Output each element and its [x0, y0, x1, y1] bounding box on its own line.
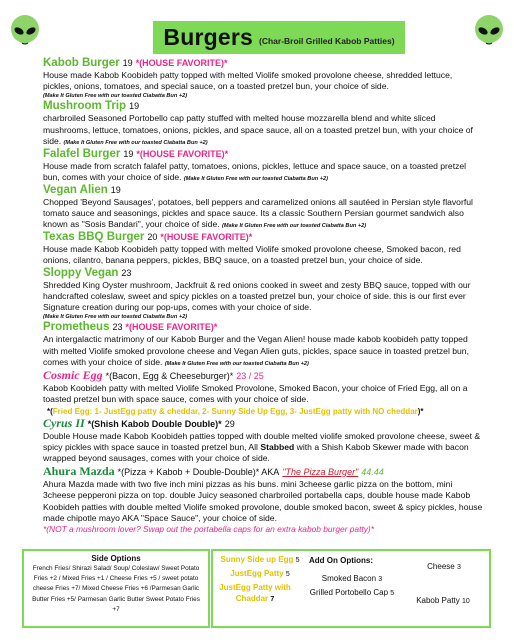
item-description: Chopped 'Beyond Sausages', potatoes, bell peppers and caramelized onions all sautéed in Persian style flavorful tomato sauce and seasonings, pickles and space sauce. Its a classic Southern Persian gourmet sandwich also known as "Sosis Bandari", your choice of side. — [43, 196, 473, 230]
item-tag: *(Pizza + Kabob + Double-Double)* AKA — [117, 466, 280, 477]
page-title: Burgers — [163, 24, 254, 50]
add-on-kabob-patty: Kabob Patty 10 — [416, 596, 470, 605]
item-price: 23 / 25 — [236, 370, 264, 381]
item-name: Vegan Alien — [43, 183, 108, 196]
item-name: Kabob Burger — [43, 57, 120, 69]
item-price: 44.44 — [361, 466, 384, 477]
list-item — [43, 369, 483, 417]
item-description: Double House made Kabob Koobideh patties topped with double melted violife smoked provolone cheese, sweet & spicy pickles with space sauce in toasted pretzel bun, All Stabbed with a Shish Kabob Skewer made with bacon wrapped beyond sausages, comes with your choice of side. — [43, 430, 481, 464]
list-item — [43, 267, 483, 322]
item-description: An intergalactic matrimony of our Kabob Burger and the Vegan Alien! house made kabob koobideh patty topped with melted Violife smoked provolone cheese and Vegan Alien guts, pickles, space sauce in toasted pretzel bun, comes with your choice of side. — [43, 334, 469, 368]
stabbed-emphasis: Stabbed — [260, 441, 295, 452]
alien-head-icon — [10, 14, 40, 52]
burger-list — [43, 57, 483, 535]
item-note: (Make It Gluten Free with our toasted Ciabatta Bun +2) — [43, 92, 188, 99]
add-on-title: Add On Options: — [309, 556, 373, 565]
add-on-cheese: Cheese 3 — [427, 562, 461, 571]
item-price: 19 — [123, 148, 134, 159]
item-tag: *(HOUSE FAVORITE)* — [135, 58, 228, 68]
item-description: House made from scratch falafel patty, tomatoes, onions, pickles, lettuce and space sauce, on a toasted pretzel bun, comes with your choice of side. — [43, 160, 467, 183]
item-description: charbroiled Seasoned Portobello cap patty stuffed with melted house mozzarella blend and white sliced mushrooms, lettuce, tomatoes, onions, pickles, and space sauce, all on a toasted pretzel bun, with your choice of side. — [43, 113, 473, 147]
page-title-banner — [153, 21, 405, 54]
list-item — [43, 417, 483, 465]
item-note: (Make It Gluten Free with our toasted Ciabatta Bun +2) — [63, 140, 208, 147]
item-name: Prometheus — [43, 321, 110, 334]
item-tag: *(HOUSE FAVORITE)* — [136, 148, 229, 159]
item-description: House made Kabob Koobideh patty topped with melted Violife smoked provolone cheese, Smoked bacon, red onions, cilantro, banana peppers, pickles, BBQ sauce, on a toasted pretzel bun, your choice of side. — [43, 243, 461, 266]
item-note: (Make It Gluten Free with our toasted Ciabatta Bun +2) — [164, 361, 309, 368]
side-options-title: Side Options — [91, 554, 141, 563]
list-item — [43, 148, 483, 184]
item-price: 29 — [224, 418, 235, 429]
item-name: Sloppy Vegan — [43, 266, 119, 279]
add-on-box — [211, 549, 491, 628]
item-tag: *(Bacon, Egg & Cheeseburger)* — [105, 370, 234, 381]
item-price: 23 — [112, 322, 123, 333]
item-name: Ahura Mazda — [43, 463, 115, 478]
list-item — [43, 465, 483, 536]
list-item — [43, 100, 483, 147]
item-note: (Make It Gluten Free with our toasted Ciabatta Bun +2) — [43, 313, 188, 320]
item-price: 19 — [122, 58, 133, 68]
item-description: Shredded King Oyster mushroom, Jackfruit & red onions cooked in sweet and zesty BBQ sauce, topped with our handcrafted coleslaw, sweet and spicy pickles on a toasted pretzel bun, your choice of side. this is our first ever Signature creation during our pop-ups, comes with your choice of side. — [43, 279, 471, 313]
item-tag: *(HOUSE FAVORITE)* — [160, 231, 253, 242]
add-on-portobello: Grilled Portobello Cap 5 — [309, 588, 395, 597]
item-description: Ahura Mazda made with two five inch mini pizzas as his buns. mini 3cheese garlic pizza on the bottom, mini 3cheese pepperoni pizza on top. double Juicy seasoned charbroiled portabella caps, double house made Kabob Koobideh patties with double melted Violife smoked provolone, double smoked bacon, sweet & spicy pickles, house made chipotle mayo AKA "Space Sauce", your choice of side. — [43, 478, 483, 523]
item-description: House made Kabob Koobideh patty topped with melted Violife smoked provolone cheese, shredded lettuce, pickles, onions, tomatoes, and special sauce, on a toasted pretzel bun, your choice of side. — [43, 70, 453, 92]
alien-head-icon — [474, 14, 504, 52]
item-name: Texas BBQ Burger — [43, 230, 145, 243]
side-options-list: French Fries/ Shirazi Salad/ Soup/ Coleslaw/ Sweet Potato Fries +2 / Mixed Fries +1 / Cheese Fries +5 / sweet potato cheese Fries +7/ Mixed Cheese Fries +6 /Parmesan Garlic Butter Fries +5/ Parmesan Garlic Butter Sweet Potato Fries +7 — [32, 565, 200, 613]
item-price: 19 — [110, 184, 121, 195]
item-note: (Make It Gluten Free with our toasted Ciabatta Bun +2) — [183, 176, 328, 183]
egg-options: *(Fried Egg: 1- JustEgg patty & cheddar, 2- Sunny Side Up Egg, 3- JustEgg patty with NO cheddar)* — [47, 406, 424, 416]
add-on-justegg: JustEgg Patty 5 — [230, 569, 290, 578]
item-price: 23 — [121, 267, 132, 278]
side-options-box — [22, 549, 210, 628]
item-name: Cosmic Egg — [43, 367, 103, 382]
list-item — [43, 184, 483, 231]
item-name: Falafel Burger — [43, 147, 121, 160]
item-tag: *(HOUSE FAVORITE)* — [125, 322, 218, 333]
item-tag-aka: "The Pizza Burger" — [282, 466, 359, 477]
list-item — [43, 57, 483, 100]
item-name: Mushroom Trip — [43, 100, 127, 113]
item-description: Kabob Koobideh patty with melted Violife Smoked Provolone, Smoked Bacon, your choice of Fried Egg, all on a toasted pretzel bun with space sauce, comes with your choice of side. — [43, 382, 468, 405]
swap-note: *(NOT a mushroom lover? Swap out the portabella caps for an extra kabob burger patty)* — [43, 524, 374, 535]
add-on-justegg-cheddar: JustEgg Patty with Chaddar 7 — [219, 583, 291, 603]
add-on-bacon: Smoked Bacon 3 — [321, 574, 383, 583]
item-tag: *(Shish Kabob Double Double)* — [87, 418, 222, 429]
item-name: Cyrus II — [43, 415, 85, 430]
page-subtitle: (Char-Broil Grilled Kabob Patties) — [259, 35, 395, 46]
item-price: 20 — [147, 231, 158, 242]
item-note: (Make It Gluten Free with our toasted Ciabatta Bun +2) — [222, 223, 367, 230]
item-price: 19 — [129, 101, 140, 112]
list-item — [43, 321, 483, 368]
add-on-sunny-egg: Sunny Side up Egg 5 — [220, 555, 300, 564]
list-item — [43, 231, 483, 267]
